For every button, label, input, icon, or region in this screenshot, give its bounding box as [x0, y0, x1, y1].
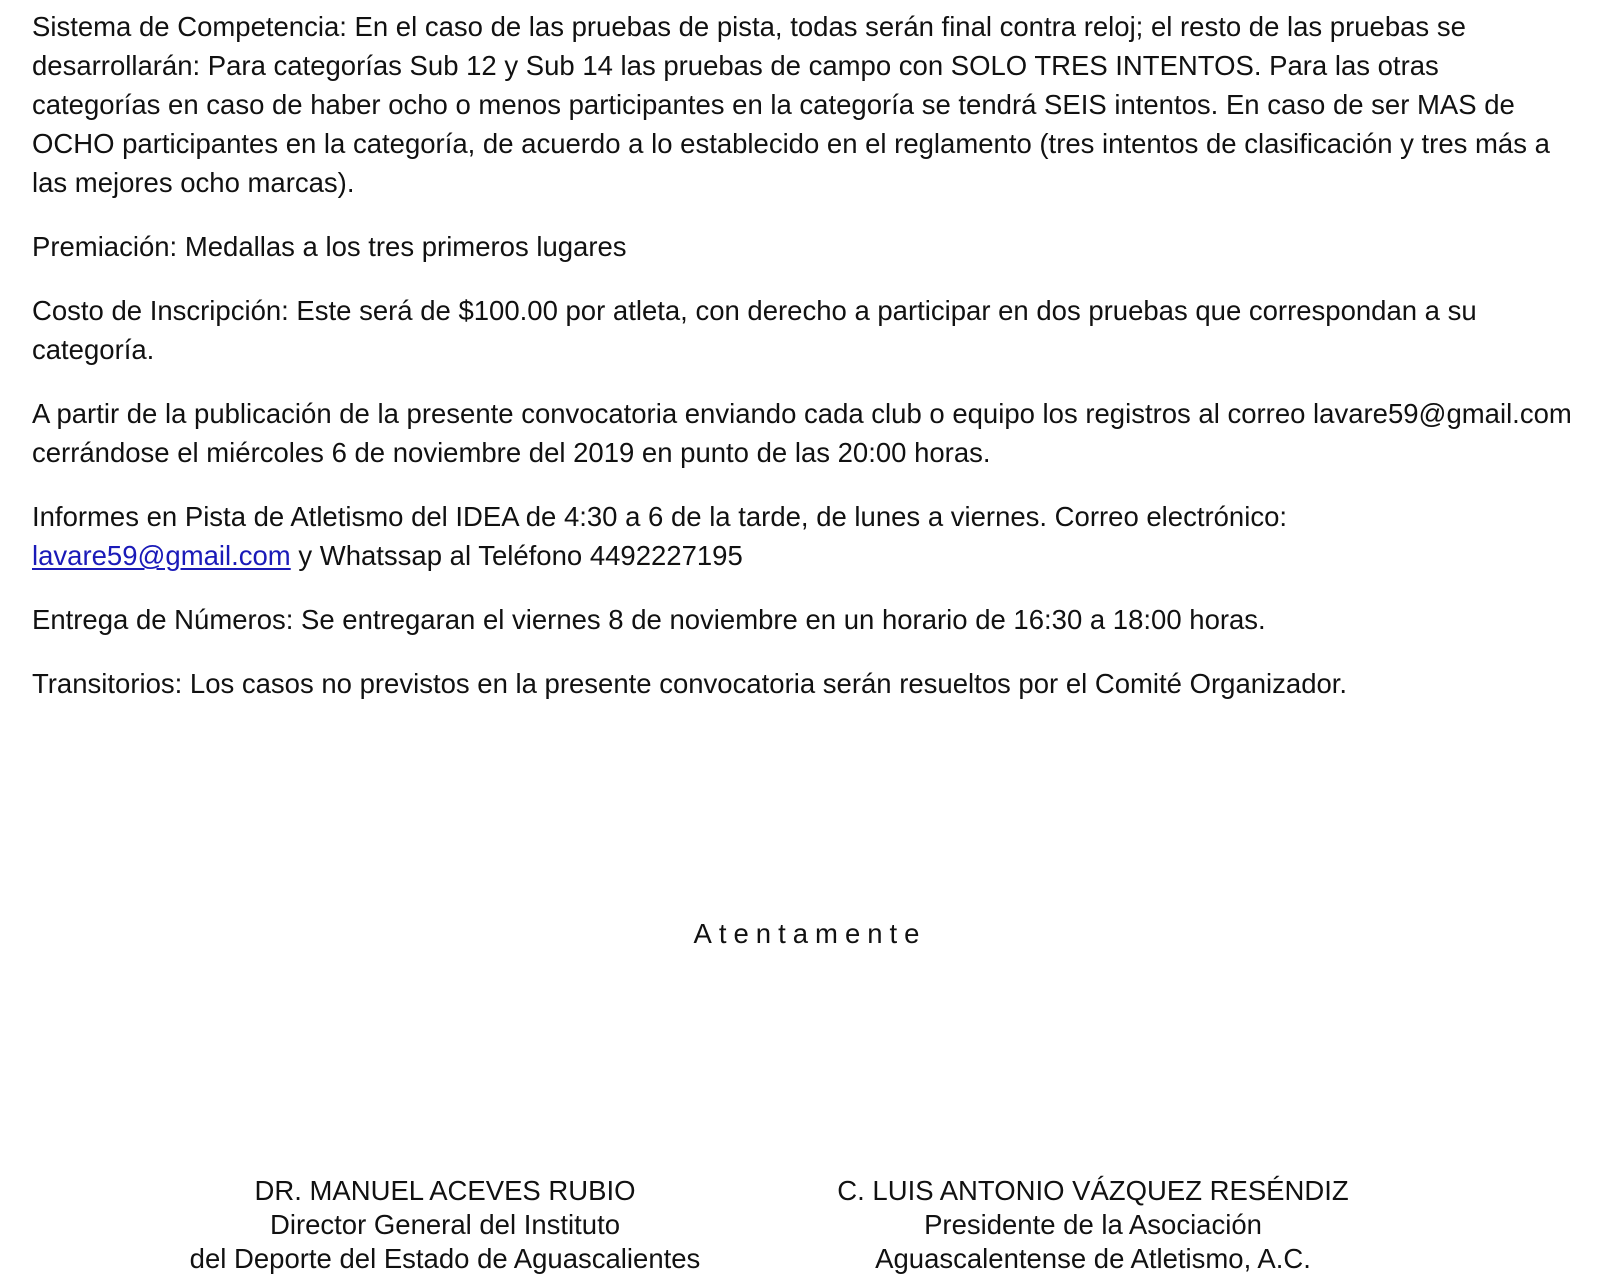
paragraph-competencia: Sistema de Competencia: En el caso de las pruebas de pista, todas serán final contra reloj; el resto de las pruebas se desarrollarán: Para categorías Sub 12 y Sub 14 las pruebas de campo con SOLO TRES INTENTOS. Para las otras categorías en caso de haber ocho o menos participantes en la categoría se tendrá SEIS intentos. En caso de ser MAS de OCHO participantes en la categoría, de acuerdo a lo establecido en el reglamento (tres intentos de clasificación y tres más a las mejores ocho marcas). — [32, 11, 1550, 198]
signatory-title-right-line2: Aguascalentense de Atletismo, A.C. — [875, 1243, 1311, 1274]
closing-salutation: Atentamente — [693, 918, 927, 949]
informes-phone-text: y Whatssap al Teléfono 4492227195 — [290, 540, 743, 571]
document-body — [32, 7, 1572, 728]
paragraph-numeros: Entrega de Números: Se entregaran el viernes 8 de noviembre en un horario de 16:30 a 18:00 horas. — [32, 604, 1266, 635]
signature-block-right — [808, 1174, 1378, 1276]
signatory-name-right: C. LUIS ANTONIO VÁZQUEZ RESÉNDIZ — [837, 1175, 1349, 1206]
signatory-title-right-line1: Presidente de la Asociación — [924, 1209, 1262, 1240]
paragraph-informes — [32, 497, 1572, 575]
paragraph-premiacion: Premiación: Medallas a los tres primeros lugares — [32, 231, 627, 262]
paragraph-transitorios: Transitorios: Los casos no previstos en la presente convocatoria serán resueltos por el Comité Organizador. — [32, 668, 1348, 699]
informes-intro-text: Informes en Pista de Atletismo del IDEA de 4:30 a 6 de la tarde, de lunes a viernes. Correo electrónico: — [32, 501, 1288, 532]
signatory-title-left-line2: del Deporte del Estado de Aguascalientes — [189, 1243, 701, 1274]
signatory-title-left-line1: Director General del Instituto — [269, 1209, 621, 1240]
signature-block-left — [160, 1174, 730, 1276]
paragraph-registro: A partir de la publicación de la presente convocatoria enviando cada club o equipo los registros al correo lavare59@gmail.com cerrándose el miércoles 6 de noviembre del 2019 en punto de las 20:00 horas. — [32, 398, 1572, 468]
signatory-name-left: DR. MANUEL ACEVES RUBIO — [254, 1175, 636, 1206]
paragraph-costo: Costo de Inscripción: Este será de $100.00 por atleta, con derecho a participar en dos pruebas que correspondan a su categoría. — [32, 295, 1477, 365]
email-link[interactable]: lavare59@gmail.com — [32, 540, 291, 571]
